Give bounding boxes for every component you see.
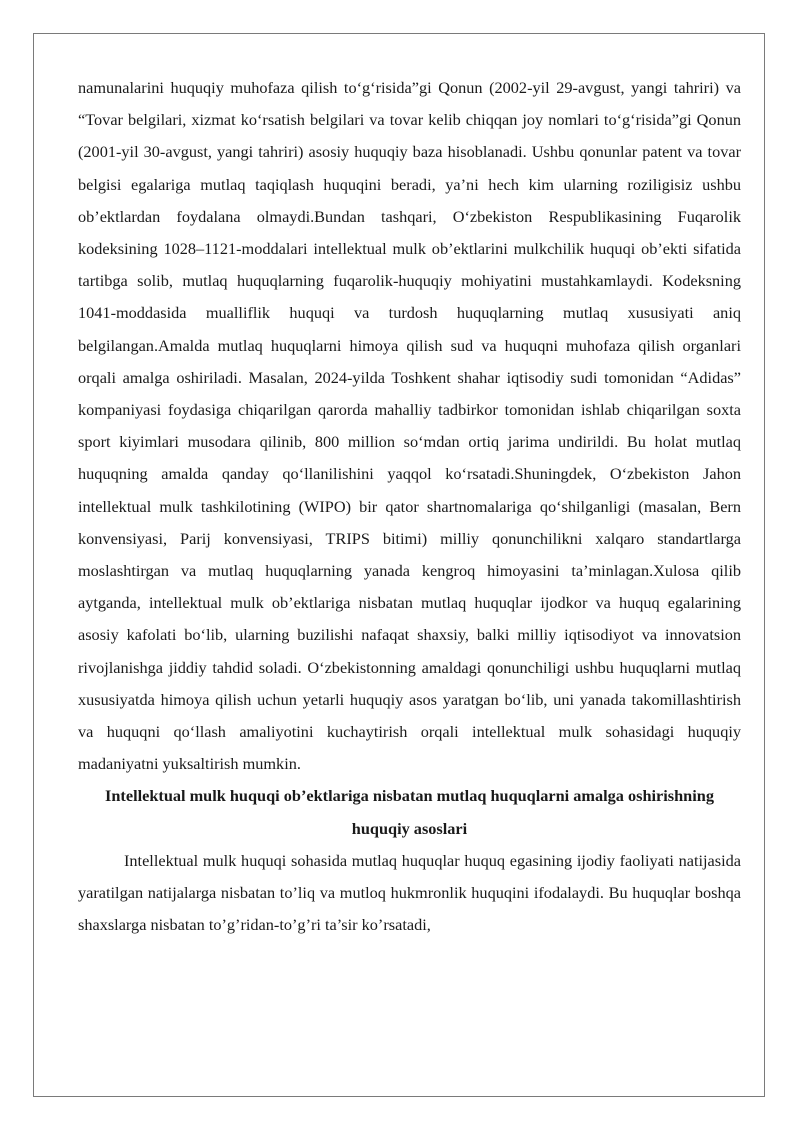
document-body xyxy=(78,72,741,941)
body-paragraph-2: Intellektual mulk huquqi sohasida mutlaq huquqlar huquq egasining ijodiy faoliyati natijasida yaratilgan natijalarga nisbatan to’liq va mutloq hukmronlik huquqini ifodalaydi. Bu huquqlar boshqa shaxslarga nisbatan to’g’ridan-to’g’ri ta’sir ko’rsatadi, xyxy=(78,850,741,935)
body-paragraph-1: namunalarini huquqiy muhofaza qilish to‘g‘risida”gi Qonun (2002-yil 29-avgust, yangi tahriri) va “Tovar belgilari, xizmat ko‘rsatish belgilari va tovar kelib chiqqan joy nomlari to‘g‘risida”gi Qonun (2001-yil 30-avgust, yangi tahriri) asosiy huquqiy baza hisoblanadi. Ushbu qonunlar patent va tovar belgisi egalariga mutlaq taqiqlash huquqini beradi, ya’ni hech kim ularning roziligisiz ushbu ob’ektlardan foydalana olmaydi.Bundan tashqari, O‘zbekiston Respublikasining Fuqarolik kodeksining 1028–1121-moddalari intellektual mulk ob’ektlarini mulkchilik huquqi ob’ekti sifatida tartibga solib, mutlaq huquqlarning fuqarolik-huquqiy mohiyatini mustahkamlaydi. Kodeksning 1041-moddasida mualliflik huquqi va turdosh huquqlarning mutlaq xususiyati aniq belgilangan.Amalda mutlaq huquqlarni himoya qilish sud va huquqni muhofaza qilish organlari orqali amalga oshiriladi. Masalan, 2024-yilda Toshkent shahar iqtisodiy sudi tomonidan “Adidas” kompaniyasi foydasiga chiqarilgan qarorda mahalliy tadbirkor tomonidan ishlab chiqarilgan soxta sport kiyimlari musodara qilinib, 800 million so‘mdan ortiq jarima undirildi. Bu holat mutlaq huquqning amalda qanday qo‘llanilishini yaqqol ko‘rsatadi.Shuningdek, O‘zbekiston Jahon intellektual mulk tashkilotining (WIPO) bir qator shartnomalariga qo‘shilganligi (masalan, Bern konvensiyasi, Parij konvensiyasi, TRIPS bitimi) milliy qonunchilikni xalqaro standartlarga moslashtirgan va mutlaq huquqlarning yanada kengroq himoyasini ta’minlagan.Xulosa qilib aytganda, intellektual mulk ob’ektlariga nisbatan mutlaq huquqlar ijodkor va huquq egalarining asosiy kafolati bo‘lib, ularning buzilishi nafaqat shaxsiy, balki milliy iqtisodiyot va innovatsion rivojlanishga jiddiy tahdid soladi. O‘zbekistonning amaldagi qonunchiligi ushbu huquqlarni mutlaq xususiyatda himoya qilish uchun yetarli huquqiy asos yaratgan bo‘lib, uni yanada takomillashtirish va huquqni qo‘llash amaliyotini kuchaytirish orqali intellektual mulk sohasidagi huquqiy madaniyatni yuksaltirish mumkin. xyxy=(78,78,741,774)
section-heading: Intellektual mulk huquqi ob’ektlariga nisbatan mutlaq huquqlarni amalga oshirishning huquqiy asoslari xyxy=(105,786,714,838)
